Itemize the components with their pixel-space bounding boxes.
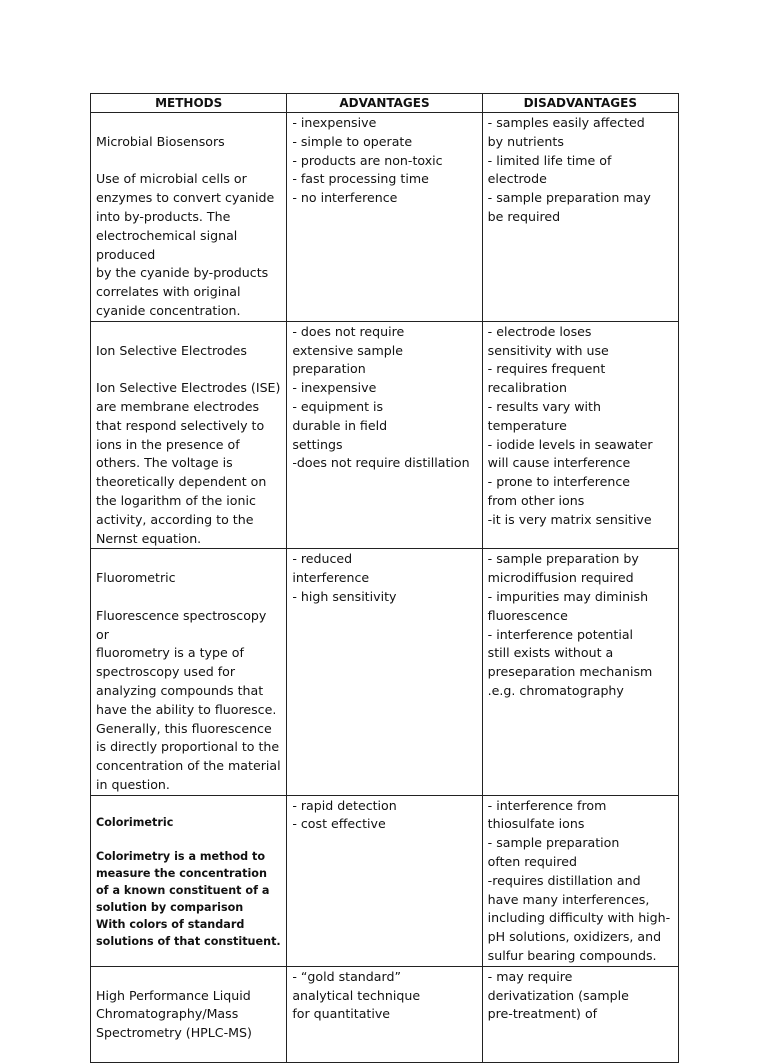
disadvantages-text: - interference from thiosulfate ions - sample preparation often required -requires distillation and have many interferences, including difficulty with high- pH solutions, oxidizers, and sulfur bearing compounds. [487,797,671,964]
advantages-cell [287,549,482,795]
disadvantages-text: - may require derivatization (sample pre-treatment) of [487,968,629,1022]
table-row [91,549,679,795]
table-row [91,321,679,549]
method-name: High Performance Liquid Chromatography/Mass Spectrometry (HPLC-MS) [96,987,252,1041]
advantages-cell [287,795,482,966]
advantages-text: - inexpensive - simple to operate - products are non-toxic - fast processing time - no interference [292,115,443,206]
advantages-cell [287,113,482,322]
disadvantages-cell [482,549,678,795]
method-name: Microbial Biosensors [96,133,225,149]
table-row [91,113,679,322]
disadvantages-cell [482,966,678,1062]
method-cell [91,113,287,322]
advantages-cell [287,966,482,1062]
method-name: Ion Selective Electrodes [96,342,247,358]
disadvantages-cell [482,795,678,966]
method-description: Use of microbial cells or enzymes to convert cyanide into by-products. The electrochemical signal produced by the cyanide by-products correlates with original cyanide concentration. [96,171,275,318]
method-cell [91,966,287,1062]
table-row [91,795,679,966]
table-row [91,966,679,1062]
method-description: Ion Selective Electrodes (ISE) are membrane electrodes that respond selectively to ions in the presence of others. The voltage is theoretically dependent on the logarithm of the ionic activity, according to the Nernst equation. [96,380,281,546]
advantages-text: - “gold standard” analytical technique for quantitative [292,968,421,1022]
disadvantages-text: - electrode loses sensitivity with use - requires frequent recalibration - results vary with temperature - iodide levels in seawater will cause interference - prone to interference from other ions -it is very matrix sensitive [487,323,653,527]
header-advantages: ADVANTAGES [287,94,482,113]
table-header-row [91,94,679,113]
methods-comparison-table [90,93,679,1063]
advantages-text: - reduced interference - high sensitivity [292,551,397,604]
method-name: Fluorometric [96,570,176,586]
advantages-cell [287,321,482,549]
method-cell [91,795,287,966]
advantages-text: - does not require extensive sample preparation - inexpensive - equipment is durable in field settings -does not require distillation [292,323,470,471]
method-cell [91,321,287,549]
method-description: Colorimetry is a method to measure the concentration of a known constituent of a solution by comparison With colors of standard solutions of that constituent. [96,849,281,948]
advantages-text: - rapid detection - cost effective [292,797,397,832]
header-methods: METHODS [91,94,287,113]
disadvantages-cell [482,113,678,322]
disadvantages-text: - sample preparation by microdiffusion required - impurities may diminish fluorescence - interference potential still exists without a preseparation mechanism .e.g. chromatography [487,551,653,698]
header-disadvantages: DISADVANTAGES [482,94,678,113]
disadvantages-cell [482,321,678,549]
method-cell [91,549,287,795]
disadvantages-text: - samples easily affected by nutrients - limited life time of electrode - sample preparation may be required [487,115,651,224]
method-description: Fluorescence spectroscopy or fluorometry is a type of spectroscopy used for analyzing compounds that have the ability to fluoresce. Generally, this fluorescence is directly proportional to the concentration of the material in question. [96,607,281,792]
method-name: Colorimetric [96,815,174,829]
